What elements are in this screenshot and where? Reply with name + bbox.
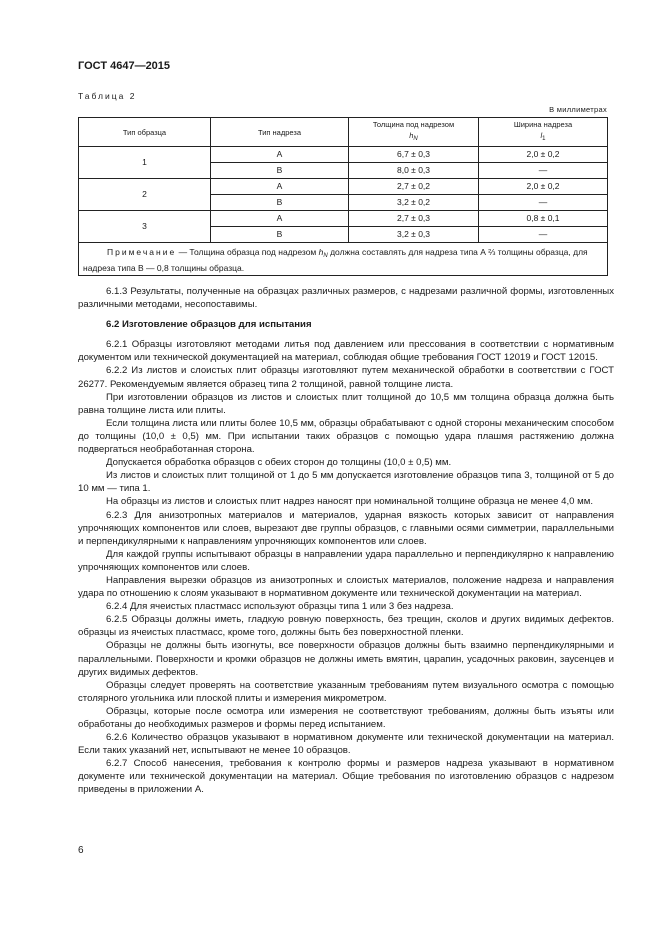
table-row — [79, 211, 608, 227]
thickness-cell: 3,2 ± 0,2 — [349, 195, 479, 211]
paragraph: Из листов и слоистых плит толщиной от 1 до 5 мм допускается изготовление образцов типа 3, толщиной от 5 до 10 мм — типа 1. — [78, 470, 614, 495]
paragraph: Допускается обработка образцов с обеих сторон до толщины (10,0 ± 0,5) мм. — [106, 457, 452, 469]
paragraph: 6.2.2 Из листов и слоистых плит образцы изготовляют путем механической обработки в соответствии с ГОСТ 26277. Рекомендуемым является образец типа 2 толщиной, равной толщине листа. — [78, 365, 614, 390]
paragraph: На образцы из листов и слоистых плит надрез наносят при номинальной толщине образца не менее 4,0 мм. — [106, 496, 593, 508]
specimen-type-cell: 3 — [79, 211, 211, 243]
width-cell: — — [479, 195, 608, 211]
paragraph: 6.2.1 Образцы изготовляют методами литья под давлением или прессования в соответствии с нормативным документом или технической документацией на материал, соблюдая общие требования ГОСТ 12019 и ГОСТ 12015. — [78, 339, 614, 364]
page-number: 6 — [78, 845, 84, 856]
notch-type-cell: A — [211, 211, 349, 227]
thickness-cell: 6,7 ± 0,3 — [349, 147, 479, 163]
section-heading: 6.2 Изготовление образцов для испытания — [106, 319, 312, 331]
paragraph: Образцы не должны быть изогнуты, все поверхности образцов должны быть взаимно перпендикулярными и параллельными. Поверхности и кромки образцов не должны иметь вмятин, царапин, усадочных раковин, заусенцев и других видимых дефектов. — [78, 640, 614, 678]
paragraph: Для каждой группы испытывают образцы в направлении удара параллельно и перпендикулярно к направлению упрочняющих компонентов или слоев. — [78, 548, 614, 573]
note-label: Примечание — [107, 247, 177, 257]
notch-type-cell: B — [211, 227, 349, 243]
table-note-row — [79, 243, 608, 276]
thickness-cell: 3,2 ± 0,3 — [349, 227, 479, 243]
paragraph: Направления вырезки образцов из анизотропных и слоистых материалов, положение надреза и направления удара по отношению к слоям указывают в нормативном документе или технической документации на материал. — [78, 574, 614, 600]
table-header-row — [79, 118, 608, 147]
paragraph: Если толщина листа или плиты более 10,5 мм, образцы обрабатывают с одной стороны механическим способом до толщины (10,0 ± 0,5) мм. При испытании таких образцов с помощью удара плашмя растяжению должна подвергаться необработанная сторона. — [78, 417, 614, 456]
standard-header: ГОСТ 4647—2015 — [78, 60, 171, 72]
table-note: Примечание — Толщина образца под надрезом $h_N$ должна составлять для надреза типа А ⅔ толщины образца, для надреза типа В — 0,8 толщины образца. — [79, 243, 608, 276]
paragraph: Образцы, которые после осмотра или измерения не соответствуют требованиям, должны быть изъяты или обработаны до необходимых размеров и формы перед испытанием. — [78, 705, 614, 730]
specimen-type-cell: 2 — [79, 179, 211, 211]
thickness-cell: 2,7 ± 0,3 — [349, 211, 479, 227]
table-units: В миллиметрах — [549, 105, 607, 114]
body-text — [78, 285, 614, 797]
paragraph: 6.2.7 Способ нанесения, требования к контролю формы и размеров надреза указывают в нормативном документе или технической документации на материал. Общие требования по изготовлению образцов с надрезом приведены в приложении А. — [78, 758, 614, 796]
col-header-specimen-type: Тип образца — [79, 118, 211, 147]
col-header-notch-type: Тип надреза — [211, 118, 349, 147]
col-header-thickness: Толщина под надрезом $h_N$ — [349, 118, 479, 147]
specimen-table — [78, 117, 608, 276]
paragraph: 6.2.4 Для ячеистых пластмасс используют образцы типа 1 или 3 без надреза. — [106, 601, 454, 613]
table-caption: Таблица 2 — [78, 91, 137, 101]
paragraph: Образцы следует проверять на соответствие указанным требованиям путем визуального осмотра с помощью столярного угольника или плоской плиты и измерения микрометром. — [78, 679, 614, 704]
thickness-cell: 2,7 ± 0,2 — [349, 179, 479, 195]
width-cell: 2,0 ± 0,2 — [479, 179, 608, 195]
paragraph: 6.2.5 Образцы должны иметь, гладкую ровную поверхность, без трещин, сколов и других видимых дефектов. образцы из ячеистых пластмасс, кроме того, должны быть без поверхностной пленки. — [78, 614, 614, 639]
width-cell: — — [479, 163, 608, 179]
width-cell: 2,0 ± 0,2 — [479, 147, 608, 163]
paragraph: 6.2.6 Количество образцов указывают в нормативном документе или технической документации на материал. Если таких указаний нет, испытывают не менее 10 образцов. — [78, 732, 614, 757]
notch-type-cell: A — [211, 179, 349, 195]
notch-type-cell: B — [211, 163, 349, 179]
paragraph: При изготовлении образцов из листов и слоистых плит толщиной до 10,5 мм толщина образца должна быть равна толщине листа или плиты. — [78, 391, 614, 416]
width-cell: — — [479, 227, 608, 243]
thickness-cell: 8,0 ± 0,3 — [349, 163, 479, 179]
width-cell: 0,8 ± 0,1 — [479, 211, 608, 227]
notch-type-cell: B — [211, 195, 349, 211]
table-row — [79, 179, 608, 195]
col-header-notch-width: Ширина надреза $l_1$ — [479, 118, 608, 147]
specimen-type-cell: 1 — [79, 147, 211, 179]
table-row — [79, 147, 608, 163]
notch-type-cell: A — [211, 147, 349, 163]
paragraph: 6.2.3 Для анизотропных материалов и материалов, ударная вязкость которых зависит от направления упрочняющих компонентов или слоев, вырезают две группы образцов, с главными осями симметрии, параллельными и перпендикулярными к направлениям упрочняющих компонентов или слоев. — [78, 509, 614, 547]
paragraph: 6.1.3 Результаты, полученные на образцах различных размеров, с надрезами различной формы, изготовленных различными методами, несопоставимы. — [78, 286, 614, 311]
